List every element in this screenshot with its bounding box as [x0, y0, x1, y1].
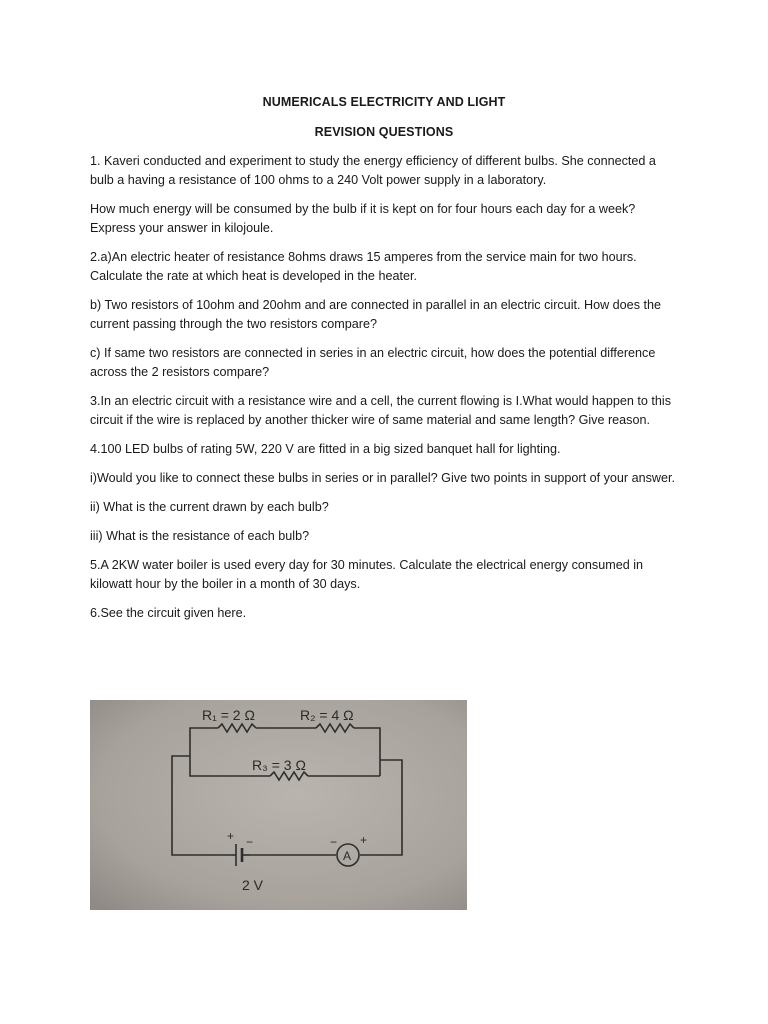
- question-4-iii: iii) What is the resistance of each bulb?: [90, 529, 310, 543]
- question-4-i: i)Would you like to connect these bulbs in series or in parallel? Give two points in support of your answer.: [90, 471, 675, 485]
- question-4: 4.100 LED bulbs of rating 5W, 220 V are fitted in a big sized banquet hall for lighting.: [90, 442, 561, 456]
- circuit-photo: [90, 700, 467, 910]
- ammeter-minus: −: [330, 835, 338, 849]
- r3-label: R₃ = 3 Ω: [252, 757, 306, 773]
- battery-minus: −: [246, 835, 254, 849]
- question-6: 6.See the circuit given here.: [90, 606, 247, 620]
- document-subtitle: REVISION QUESTIONS: [314, 125, 454, 139]
- battery-plus: +: [227, 829, 235, 843]
- ammeter-plus: +: [360, 833, 368, 847]
- question-1-part: How much energy will be consumed by the bulb if it is kept on for four hours each day for a week? Express your answer in kilojoule.: [90, 202, 636, 235]
- question-4-ii: ii) What is the current drawn by each bulb?: [90, 500, 329, 514]
- circuit-diagram: [90, 700, 467, 910]
- question-5: 5.A 2KW water boiler is used every day for 30 minutes. Calculate the electrical energy consumed in kilowatt hour by the boiler in a month of 30 days.: [90, 558, 643, 591]
- question-2a: 2.a)An electric heater of resistance 8ohms draws 15 amperes from the service main for two hours. Calculate the rate at which heat is developed in the heater.: [90, 250, 637, 283]
- question-2b: b) Two resistors of 10ohm and 20ohm and are connected in parallel in an electric circuit. How does the current passing through the two resistors compare?: [90, 298, 661, 331]
- r1-label: R₁ = 2 Ω: [202, 707, 255, 723]
- questions-body: [90, 152, 675, 633]
- document-title: NUMERICALS ELECTRICITY AND LIGHT: [262, 95, 506, 109]
- ammeter-label: A: [343, 849, 352, 863]
- question-1: 1. Kaveri conducted and experiment to study the energy efficiency of different bulbs. She connected a bulb a having a resistance of 100 ohms to a 240 Volt power supply in a laboratory.: [90, 154, 656, 187]
- battery-voltage-label: 2 V: [242, 877, 264, 893]
- r2-label: R₂ = 4 Ω: [300, 707, 354, 723]
- question-2c: c) If same two resistors are connected in series in an electric circuit, how does the potential difference across the 2 resistors compare?: [90, 346, 656, 379]
- question-3: 3.In an electric circuit with a resistance wire and a cell, the current flowing is I.What would happen to this circuit if the wire is replaced by another thicker wire of same material and same length? Give reason.: [90, 394, 671, 427]
- photo-background: [90, 700, 467, 910]
